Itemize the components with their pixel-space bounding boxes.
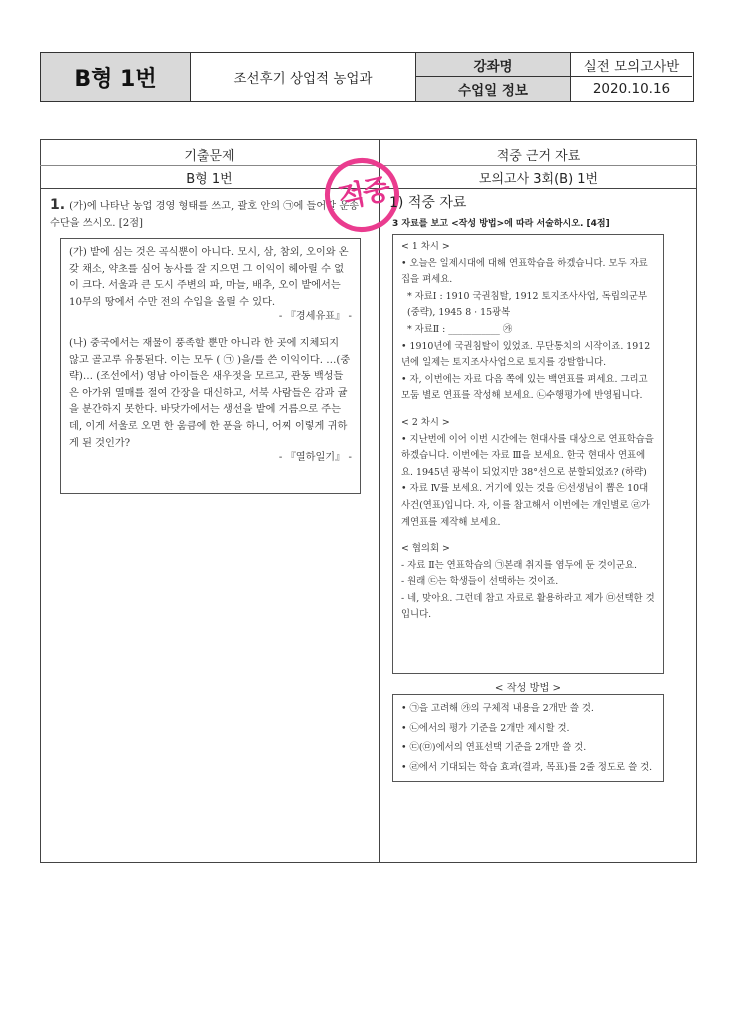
material-line: - 원래 ㉢는 학생들이 선택하는 것이죠.: [401, 576, 559, 588]
course-label: 강좌명: [416, 53, 571, 77]
material-box: [392, 234, 664, 674]
material-question: 3 자료를 보고 <작성 방법>에 따라 서술하시오. [4점]: [392, 219, 610, 229]
passage-a: (가) 밭에 심는 것은 곡식뿐이 아니다. 모시, 삼, 참외, 오이와 온갖 채소, 약초를 심어 농사를 잘 지으면 그 이익이 헤아릴 수 없이 크다. 서울과 큰 도시 주변의 파, 마늘, 배추, 오이 밭에서는 10무의 땅에서 수만 전의 수입을 올릴 수 있다.: [69, 247, 349, 308]
date-label: 수업일 정보: [416, 77, 571, 101]
question-block: [50, 197, 360, 232]
method-item: • ㉢(㉤)에서의 연표선택 기준을 2개만 쓸 것.: [401, 742, 587, 753]
material-line: * 자료Ⅱ : ___________ ㉮: [407, 323, 513, 335]
course-value: 실전 모의고사반: [571, 53, 692, 77]
material-line: • 자료 Ⅳ를 보세요. 거기에 있는 것을 ㉢선생님이 뽑은 10대 사건(연표)입니다. 자, 이를 참고해서 이번에는 개인별로 ㉣가계연표를 제작해 보세요.: [401, 483, 650, 528]
material-line: • 오늘은 일제시대에 대해 연표학습을 하겠습니다. 모두 자료집을 펴세요.: [401, 257, 648, 286]
material-line: < 협의회 >: [401, 543, 450, 555]
hit-stamp: 적중: [335, 172, 392, 215]
method-item: • ㉠을 고려해 ㉮의 구체적 내용을 2개만 쓸 것.: [401, 703, 594, 714]
date-value: 2020.10.16: [592, 81, 671, 97]
header-table: [40, 52, 694, 102]
material-line: • 자, 이번에는 자료 다음 쪽에 있는 백연표를 펴세요. 그리고 모둠 별로 연표를 작성해 보세요. ㉡수행평가에 반영됩니다.: [401, 373, 648, 402]
column-divider: [379, 139, 380, 863]
left-subheading: B형 1번: [186, 172, 233, 187]
material-line: < 2 차시 >: [401, 416, 450, 428]
question-number: 1.: [50, 197, 66, 213]
problem-code: B형 1번: [41, 53, 191, 101]
material-line: - 네, 맞아요. 그런데 참고 자료로 활용하라고 제가 ㉤선택한 것입니다.: [401, 592, 655, 621]
question-text: (가)에 나타난 농업 경영 형태를 쓰고, 괄호 안의 ㉠에 들어갈 운송 수단을 쓰시오. [2점]: [50, 201, 360, 229]
source-a: - 『경세유표』 -: [278, 311, 352, 323]
method-box: [392, 694, 664, 782]
material-line: < 1 차시 >: [401, 241, 450, 252]
passage-b: (나) 중국에서는 재물이 풍족할 뿐만 아니라 한 곳에 지체되지 않고 골고루 유통된다. 이는 모두 ( ㉠ )을/를 쓴 이익이다. …(중략)… (조선에서) 영남 아이들은 새우젓을 모르고, 관동 백성들은 아가위 열매를 절여 간장을 대신하고, 서북 사람들은 감과 귤을 분간하지 못한다. 바닷가에서는 생선을 밭에 거름으로 주는데, 이게 서울로 오면 한 움큼에 한 푼을 하니, 어찌 이렇게 귀하게 된 것인가?: [69, 337, 351, 449]
material-title: 1) 적중 자료: [389, 195, 467, 211]
material-line: - 자료 Ⅱ는 연표학습의 ㉠본래 취지를 염두에 둔 것이군요.: [401, 559, 637, 571]
material-line: • 1910년에 국권침탈이 있었죠. 무단통치의 시작이죠. 1912년에 일제는 토지조사사업으로 토지를 강탈합니다.: [401, 340, 651, 369]
topic-title: 조선후기 상업적 농업과: [191, 53, 416, 101]
material-line: • 지난번에 이어 이번 시간에는 현대사를 대상으로 연표학습을 하겠습니다. 이번에는 자료 Ⅲ을 보세요. 한국 현대사 연표에요. 1945년 광복이 되었지만 38°선으로 분할되었죠? (하략): [401, 433, 654, 478]
source-b: - 『열하일기』 -: [278, 452, 352, 464]
passage-box: [60, 238, 361, 494]
method-title: < 작성 방법 >: [494, 683, 562, 694]
method-item: • ㉡에서의 평가 기준을 2개만 제시할 것.: [401, 722, 570, 734]
right-subheading: 모의고사 3회(B) 1번: [478, 172, 599, 187]
material-line: * 자료Ⅰ : 1910 국권침탈, 1912 토지조사사업, 독립의군부 (중략), 1945 8 · 15광복: [407, 290, 648, 319]
right-heading: 적중 근거 자료: [496, 149, 581, 164]
method-item: • ㉣에서 기대되는 학습 효과(결과, 목표)를 2줄 정도로 쓸 것.: [401, 761, 653, 773]
left-heading: 기출문제: [184, 149, 235, 164]
